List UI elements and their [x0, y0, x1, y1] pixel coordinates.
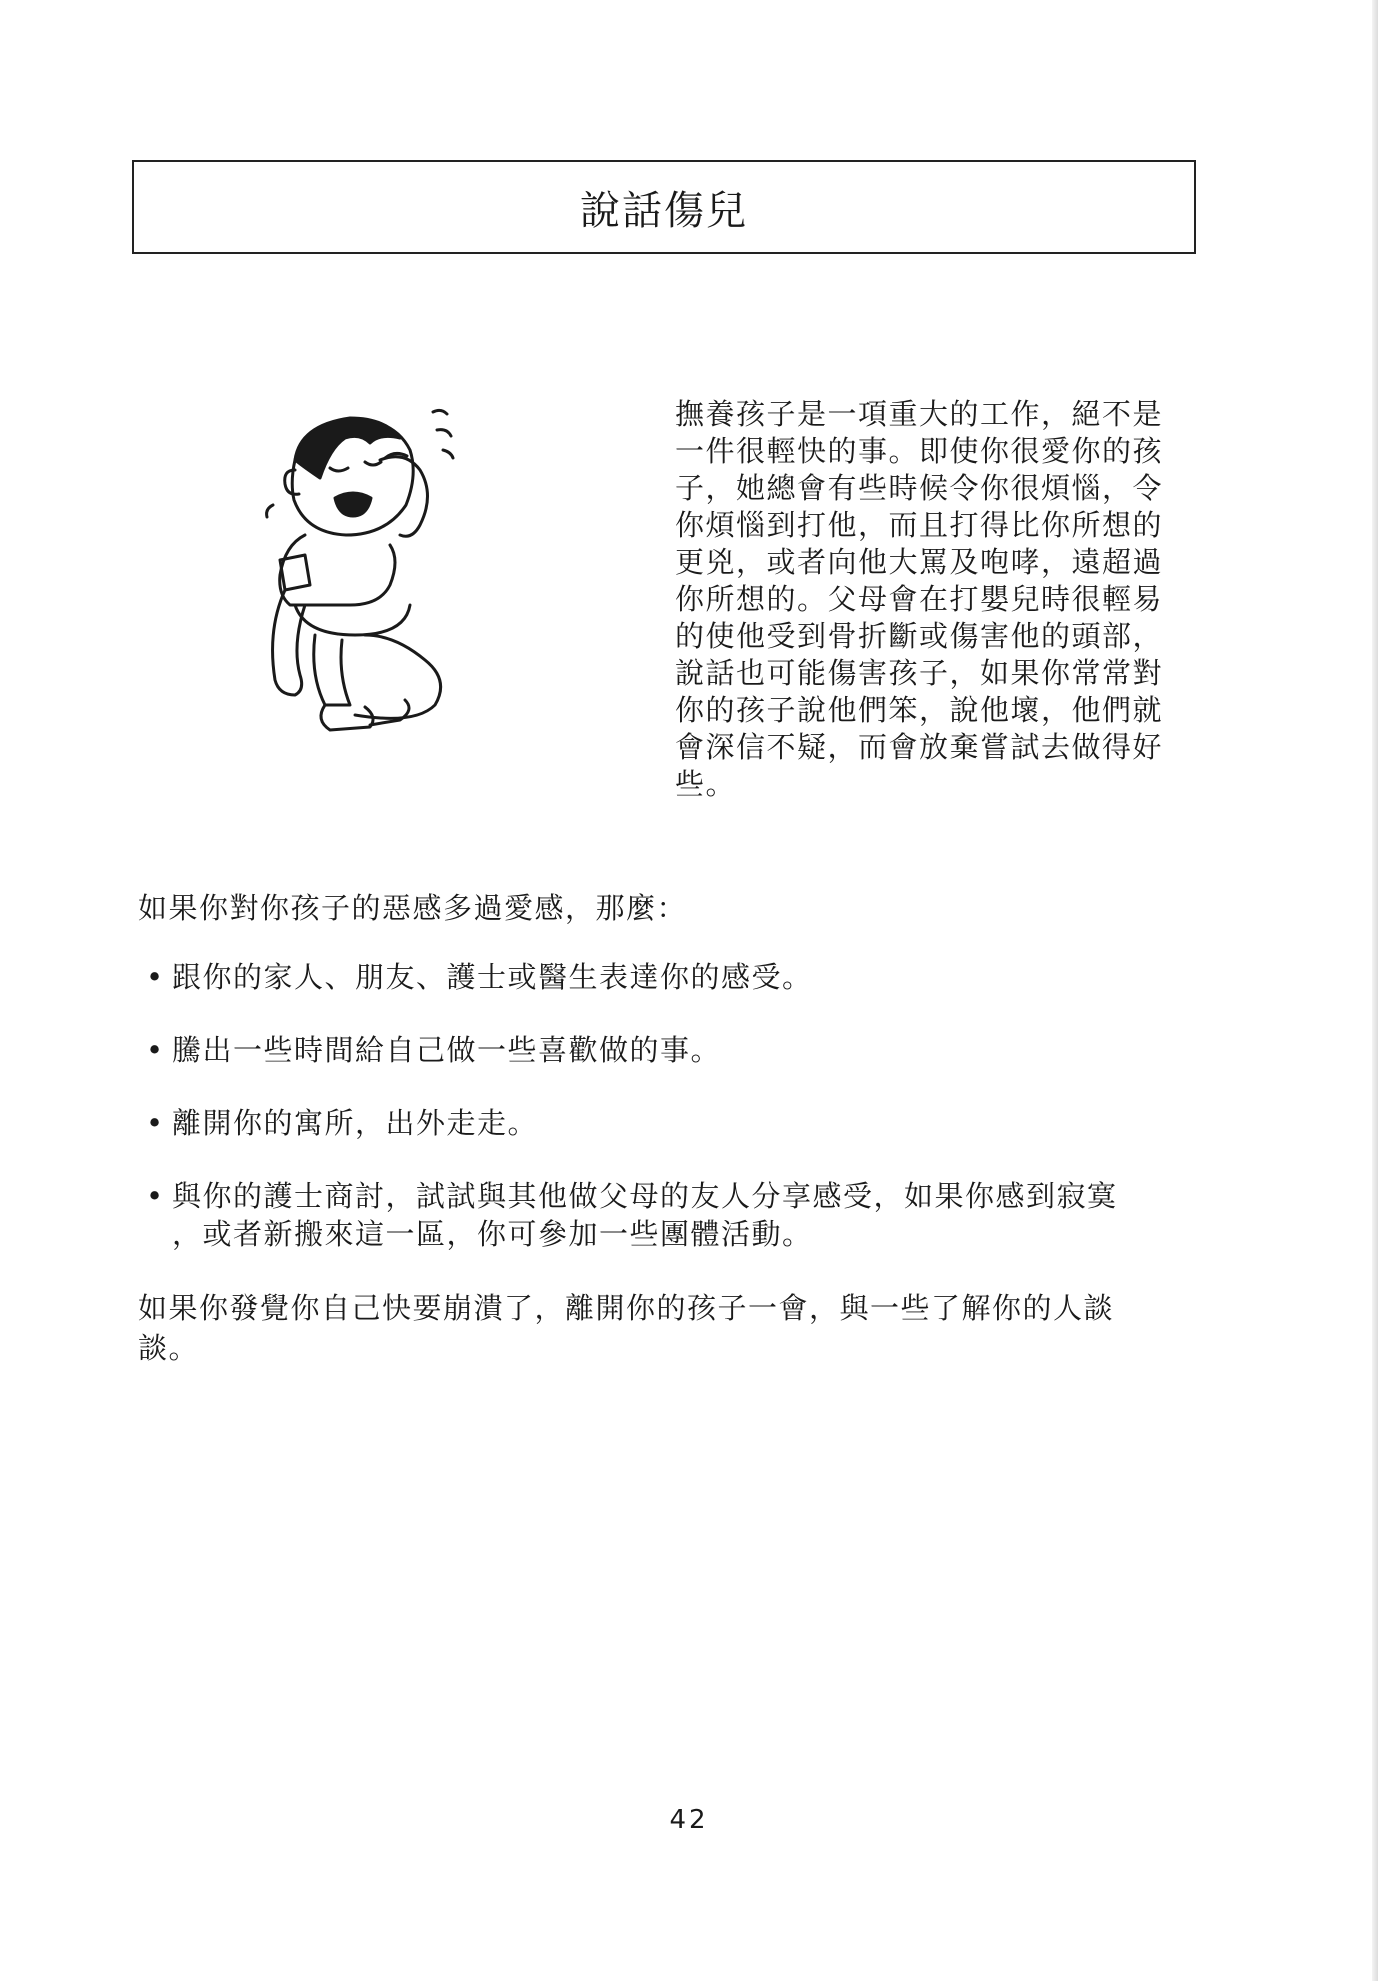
- page-number: 42: [669, 1805, 709, 1835]
- intro-line: 你煩惱到打他，而且打得比你所想的: [675, 508, 1164, 542]
- intro-line: 會深信不疑，而會放棄嘗試去做得好: [675, 730, 1164, 764]
- title-box: [132, 160, 1196, 254]
- list-item: [142, 1177, 1222, 1253]
- list-item-text: ，或者新搬來這一區，你可參加一些團體活動。: [172, 1217, 813, 1251]
- page-title: 說話傷兒: [580, 187, 748, 234]
- list-item: [142, 958, 1222, 996]
- crying-child-illustration: [255, 400, 505, 745]
- intro-line: 說話也可能傷害孩子，如果你常常對: [675, 656, 1164, 690]
- intro-line: 你的孩子說他們笨，說他壞，他們就: [675, 693, 1164, 727]
- advice-list: [142, 958, 1222, 1288]
- closing-paragraph: [138, 1288, 1223, 1368]
- lead-sentence: 如果你對你孩子的惡感多過愛感，那麼：: [138, 891, 688, 925]
- intro-line: 的使他受到骨折斷或傷害他的頭部，: [675, 619, 1164, 653]
- intro-line: 更兇，或者向他大罵及咆哮，遠超過: [675, 545, 1164, 579]
- scan-edge: [1372, 0, 1378, 1981]
- closing-line: 談。: [138, 1331, 200, 1365]
- intro-line: 子，她總會有些時候令你很煩惱，令: [675, 471, 1164, 505]
- list-item: [142, 1104, 1222, 1142]
- intro-line: 些。: [675, 767, 737, 801]
- intro-line: 你所想的。父母會在打嬰兒時很輕易: [675, 582, 1164, 616]
- list-item: [142, 1031, 1222, 1069]
- list-item-text: 離開你的寓所，出外走走。: [172, 1106, 539, 1140]
- list-item-text: 騰出一些時間給自己做一些喜歡做的事。: [172, 1033, 722, 1067]
- closing-line: 如果你發覺你自己快要崩潰了，離開你的孩子一會，與一些了解你的人談: [138, 1291, 1115, 1325]
- list-item-text: 與你的護士商討，試試與其他做父母的友人分享感受，如果你感到寂寞: [172, 1179, 1118, 1213]
- intro-line: 一件很輕快的事。即使你很愛你的孩: [675, 434, 1164, 468]
- list-item-text: 跟你的家人、朋友、護士或醫生表達你的感受。: [172, 960, 813, 994]
- intro-paragraph: [675, 396, 1215, 803]
- intro-line: 撫養孩子是一項重大的工作，絕不是: [675, 397, 1164, 431]
